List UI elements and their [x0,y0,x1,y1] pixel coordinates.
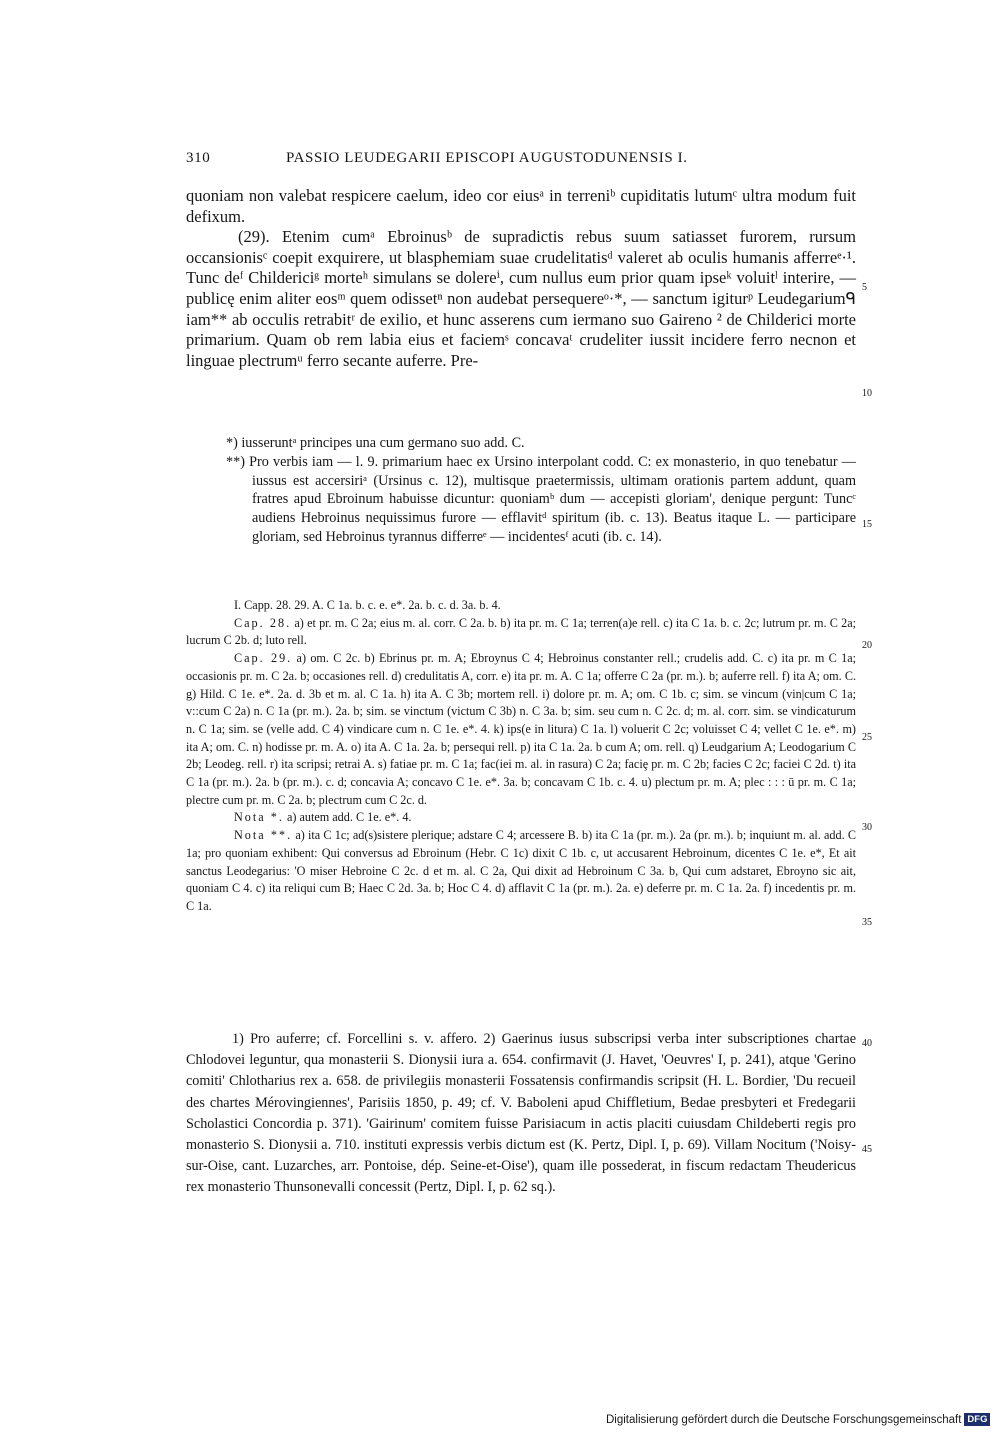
apparatus-entry: a) et pr. m. C 2a; eius m. al. corr. C 2a. b. b) ita pr. m. C 1a; terren(a)e rell. c) ita C 1a. b. c. 2c; lutrum pr. m. C 2a; lucrum C 2b. d; luto rell. [186,615,857,648]
line-number: 25 [862,732,872,743]
apparatus-sigla: I. Capp. 28. 29. A. C 1a. b. c. e. e*. 2a. b. c. d. 3a. b. 4. [234,598,501,612]
numbered-footnotes [186,1029,856,1199]
credit-text: Digitalisierung gefördert durch die Deutsche Forschungsgemeinschaft [606,1414,962,1426]
main-text [186,186,856,371]
note-single-asterisk: *) iusseruntᵃ principes una cum germano suo add. C. [226,435,525,451]
line-number: 35 [862,917,872,928]
apparatus-entry: a) autem add. C 1e. e*. 4. [286,810,412,825]
apparatus-label: Nota *. [234,810,284,825]
line-number: 5 [862,282,867,293]
apparatus-label: Cap. 29. [234,651,293,666]
apparatus-nota-2 [186,827,856,916]
dfg-logo: DFG [964,1413,990,1426]
main-paragraph-1: quoniam non valebat respicere caelum, ideo cor eiusᵃ in terreniᵇ cupiditatis lutumᶜ ultra modum fuit defixum. [186,186,856,226]
apparatus-nota-1 [186,809,856,827]
critical-apparatus [186,597,856,916]
line-number: 30 [862,822,872,833]
note-double-asterisk: **) Pro verbis iam — l. 9. primarium haec ex Ursino interpolant codd. C: ex monasterio, in quo tenebatur — iussus est accersiriᵃ (Ursinus c. 12), multisque praetermissis, ultimam orationis partem addunt, quam fratres apud Ebroinum habuisse dicuntur: quoniamᵇ dum — accepisti gloriam', denique pergunt: Tuncᶜ audiens Hebroinus nequissimus furore — efflavitᵈ spiritum (ib. c. 13). Beatus itaque L. — participare gloriam, sed Hebroinus tyrannus differreᵉ — incidentesᶠ acuti (ib. c. 14). [226,453,856,545]
page-header [186,150,856,172]
running-title: PASSIO LEUDEGARII EPISCOPI AUGUSTODUNENSIS I. [286,150,688,166]
apparatus-entry: a) ita C 1c; ad(s)sistere plerique; adstare C 4; arcessere B. b) ita C 1a (pr. m.). 2a (pr. m.). b; inquiunt m. al. add. C 1a; pro quoniam exhibent: Qui conversus ad Ebroinum (Hebr. C 1c) dixit C 1b. c, ut accusarent Hebroinum, dicentes C 1e. e*, Et ait sanctus Leodegarius: 'O miser Hebroine C 2c. d et m. al. C 2a, Qui dixit ad Hebroinum C 3a. b, Qui cum adstaret, Ebroyno sic ait, quoniam C 4. c) ita reliqui cum B; Haec C 2d. 3a. b; Hoc C 4. d) afflavit C 1a (pr. m.). 2a. e) deferre pr. m. C 1a. 2a. f) incedentis pr. m. C 1a. [186,828,856,913]
line-number: 40 [862,1038,872,1049]
line-number: 20 [862,640,872,651]
line-number: 15 [862,519,872,530]
line-number: 45 [862,1144,872,1155]
line-number: 10 [862,388,872,399]
apparatus-cap-29 [186,650,856,809]
apparatus-entry: a) om. C 2c. b) Ebrinus pr. m. A; Ebroynus C 4; Hebroinus constanter rell.; crudelis add. C. c) ita pr. m C 1a; occasionis pr. m. C 2a. b; occasiones rell. d) credulitatis A, corr. e) ita pr. m. A. C 1a; offerre C 2a (pr. m.). b; auferre rell. f) ita A; om. C. g) Hild. C 1e. e*. 2a. d. 3b et m. al. C 1a. h) ita A. C 3b; mortem rell. i) dolore pr. m. A; om. C 1b. c; sim. se vincum (vin|cum C 1a; v::cum C 2a) n. C 1a (pr. m.). 2a. b; sim. se vinctum (victum C 3b) n. C 3a. b; sim. seu cum n. C 2c. d; m. al. corr. sim. se vindicaturum n. C 1a; sim. se (velle add. C 4) vindicare cum n. C 1e. e*. 4. k) ips(e in litura) C 1a. l) voluerit C 2c; voluisset C 4; vellet C 1e. e*. m) ita A; om. C. n) hodisse pr. m. A. o) ita A. C 1a. 2a. b; persequi rell. p) ita C 1a. 2a. b cum A; om. rell. q) Leudgarium A; Leodogarium C 2b; Leodeg. rell. r) ita scripsi; retrai A. s) fatiae pr. m. C 1a; fac(iei m. al. in rasura) C 2a; faciȩ pr. m. C 2b; facies C 2c; faciei C 2d. t) ita C 1a (pr. m.). 2a. b (pr. m.). c. d; concavia A; concavo C 1e. e*. 3a. b; concavam C 1b. c. 4. u) plectum pr. m. A; plec : : : ū pr. m. C 1a; plectre cum pr. m. C 2a. b; plectrum cum C 2c. d. [186,651,857,807]
apparatus-label: Nota **. [234,828,293,843]
apparatus-cap-28 [186,615,856,650]
apparatus-label: Cap. 28. [234,615,292,630]
asterisk-notes [226,434,856,547]
footnote-text: 1) Pro auferre; cf. Forcellini s. v. affero. 2) Gaerinus iusus subscripsi verba inter subscriptiones chartae Chlodovei leguntur, qua monasterii S. Dionysii iura a. 654. confirmavit (J. Havet, 'Oeuvres' I, p. 241), atque 'Gerino comiti' Chlotharius rex a. 658. de privilegiis monasterii Fossatensis confirmandis scripsit (H. L. Bordier, 'Du recueil des chartes Mérovingiennes', Parisiis 1850, p. 49; cf. V. Baboleni apud Chiffletium, Bedae presbyteri et Fredegarii Scholastici Concordia p. 371). 'Gairinum' comitem fuisse Parisiacum in actis placiti cuiusdam Childeberti regis pro monasterio S. Dionysii a. 710. instituti expressis verbis dictum est (K. Pertz, Dipl. I, p. 69). Villam Nocitum ('Noisy-sur-Oise, cant. Luzarches, arr. Pontoise, dép. Seine-et-Oise'), quam ille possederat, in fiscum redactam Theudericus rex monasterio Thunsonevalli concessit (Pertz, Dipl. I, p. 62 sq.). [186,1031,856,1196]
digitization-credit [606,1413,990,1426]
main-paragraph-2: (29). Etenim cumᵃ Ebroinusᵇ de supradictis rebus suum satiasset furorem, rursum occansionisᶜ coepit exquirere, ut blasphemiam suae crudelitatisᵈ valeret ab oculis humanis afferreᵉ·¹. Tunc deᶠ Childericiᵍ morteʰ simulans se dolereⁱ, cum nullus eum prior quam ipseᵏ voluitˡ interire, — publicę enim aliter eosᵐ quem odissetⁿ non audebat persequereᵒ·*, — sanctum igiturᵖ Leudegariumᑫ iam** ab occulis retrabitʳ de exilio, et hunc asserens cum iermano suo Gaireno ² de Childerici morte primarium. Quam ob rem labia eius et faciemˢ concavaᵗ crudeliter iussit incidere ferro necnon et linguae plectrumᵘ ferro secante auferre. Pre- [186,227,856,370]
page-number: 310 [186,150,211,166]
